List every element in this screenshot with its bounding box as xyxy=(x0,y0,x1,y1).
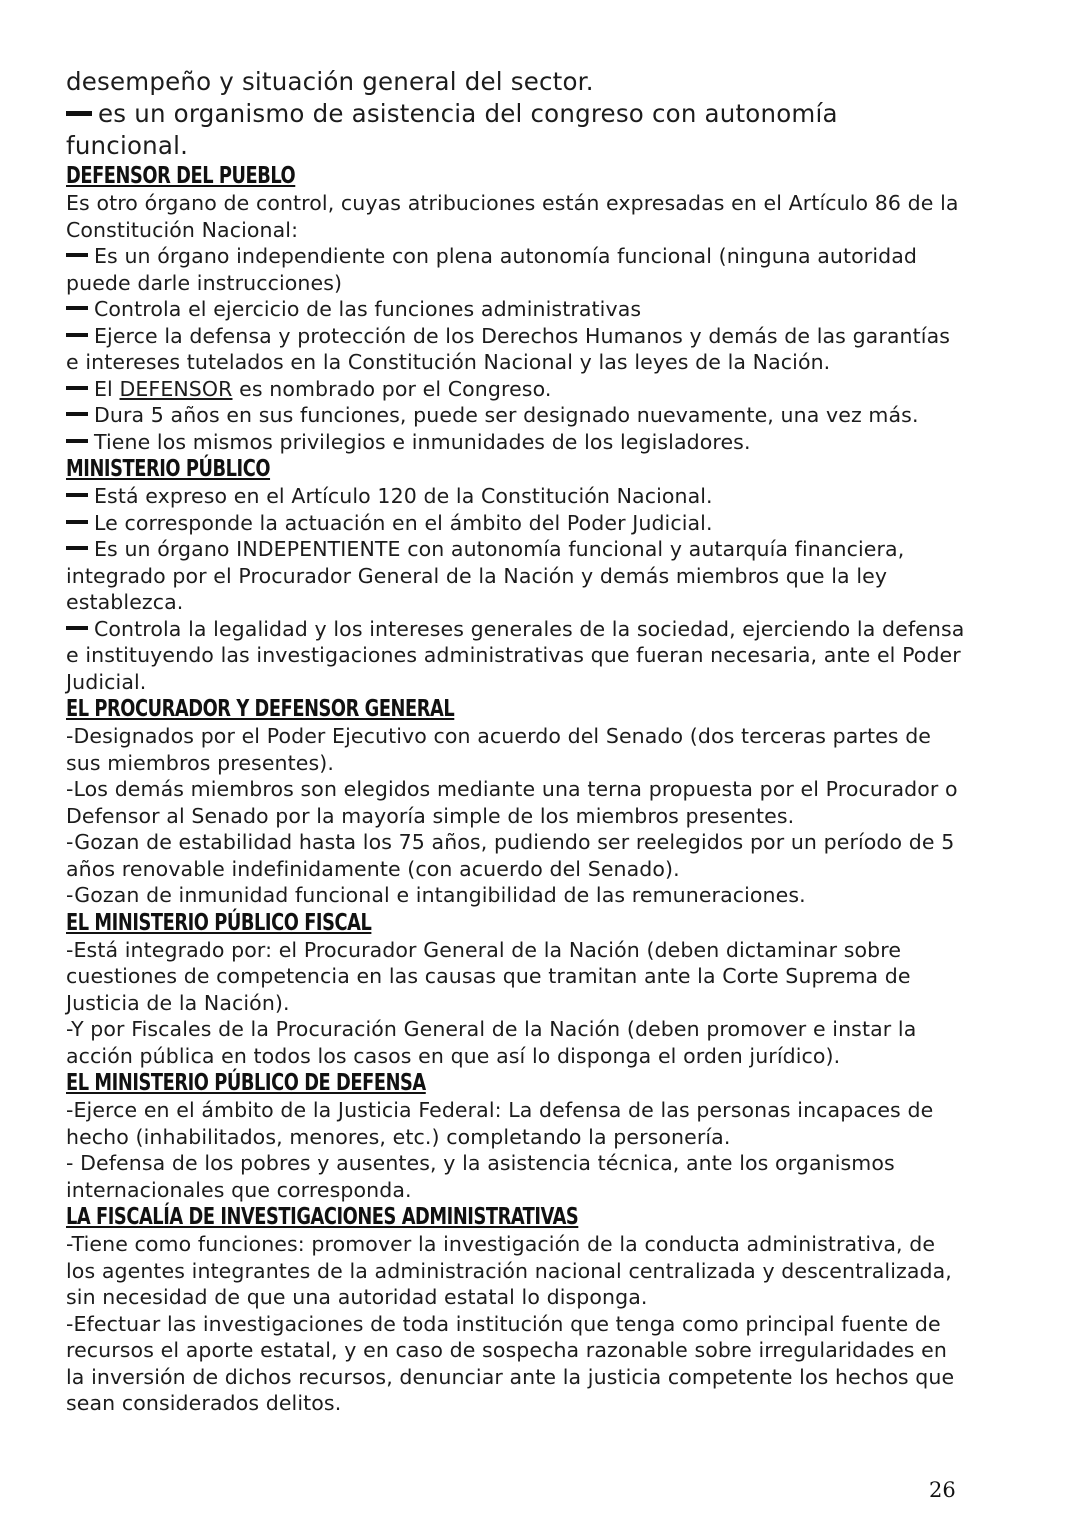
fiscal-item: -Está integrado por: el Procurador General de la Nación (deben dictaminar sobre cuestiones de competencia en las causas que tramitan ante la Corte Suprema de Justicia de la Nación). xyxy=(66,937,911,1015)
defensor-bullet xyxy=(66,243,966,296)
fiscal-item: -Y por Fiscales de la Procuración General de la Nación (deben promover e instar la acción pública en todos los casos en que así lo disponga el orden jurídico). xyxy=(66,1017,917,1068)
defensor-bullet-suffix: es nombrado por el Congreso. xyxy=(239,376,552,401)
procurador-item: -Gozan de estabilidad hasta los 75 años, pudiendo ser reelegidos por un período de 5 años renovable indefinidamente (con acuerdo del Senado). xyxy=(66,830,955,881)
defensor-bullet xyxy=(66,402,966,429)
defensor-bullet-text: Controla el ejercicio de las funciones administrativas xyxy=(94,297,642,321)
defensor-bullet xyxy=(66,323,966,376)
defensa-item: - Defensa de los pobres y ausentes, y la asistencia técnica, ante los organismos internacionales que corresponda. xyxy=(66,1151,895,1202)
fiscalia-item: -Efectuar las investigaciones de toda institución que tenga como principal fuente de recursos el aporte estatal, y en caso de sospecha razonable sobre irregularidades en la inversión de dichos recursos, denunciar ante la justicia competente los hechos que sean considerados delitos. xyxy=(66,1311,955,1415)
defensor-underlined-word: DEFENSOR xyxy=(119,376,233,401)
ministerio-bullet xyxy=(66,510,966,537)
ministerio-heading: MINISTERIO PÚBLICO xyxy=(66,456,271,482)
defensor-bullet-prefix: El xyxy=(94,376,113,401)
fiscalia-heading: LA FISCALÍA DE INVESTIGACIONES ADMINISTRATIVAS xyxy=(66,1204,579,1230)
ministerio-bullet-text: Le corresponde la actuación en el ámbito del Poder Judicial. xyxy=(94,510,713,535)
defensor-bullet xyxy=(66,376,966,403)
procurador-heading: EL PROCURADOR Y DEFENSOR GENERAL xyxy=(66,696,455,722)
defensor-section xyxy=(66,162,966,455)
dash-bullet-icon xyxy=(66,111,92,116)
ministerio-bullet xyxy=(66,536,966,616)
defensa-section xyxy=(66,1069,966,1203)
defensor-bullet xyxy=(66,296,966,323)
dash-bullet-icon xyxy=(66,439,88,443)
intro-line-2-text: es un organismo de asistencia del congreso con autonomía xyxy=(98,99,838,128)
dash-bullet-icon xyxy=(66,520,88,524)
intro-section xyxy=(66,66,966,162)
ministerio-section xyxy=(66,455,966,695)
intro-line-2 xyxy=(66,98,966,130)
dash-bullet-icon xyxy=(66,546,88,550)
defensa-heading: EL MINISTERIO PÚBLICO DE DEFENSA xyxy=(66,1070,426,1096)
ministerio-bullet-text: Está expreso en el Artículo 120 de la Constitución Nacional. xyxy=(94,484,713,508)
fiscalia-section xyxy=(66,1203,966,1417)
dash-bullet-icon xyxy=(66,493,88,497)
procurador-item: -Los demás miembros son elegidos mediante una terna propuesta por el Procurador o Defensor al Senado por la mayoría simple de los miembros presentes. xyxy=(66,777,958,828)
defensor-bullet xyxy=(66,429,966,456)
ministerio-bullet xyxy=(66,616,966,696)
ministerio-bullet-text: Controla la legalidad y los intereses generales de la sociedad, ejerciendo la defensa e instituyendo las investigaciones administrativas que fueran necesaria, ante el Poder Judicial. xyxy=(66,616,965,694)
procurador-item: -Gozan de inmunidad funcional e intangibilidad de las remuneraciones. xyxy=(66,883,806,907)
dash-bullet-icon xyxy=(66,333,88,337)
dash-bullet-icon xyxy=(66,412,88,416)
procurador-section xyxy=(66,695,966,909)
fiscal-heading: EL MINISTERIO PÚBLICO FISCAL xyxy=(66,909,372,936)
procurador-item: -Designados por el Poder Ejecutivo con acuerdo del Senado (dos terceras partes de sus miembros presentes). xyxy=(66,724,932,775)
dash-bullet-icon xyxy=(66,306,88,310)
defensor-bullet-text: Ejerce la defensa y protección de los Derechos Humanos y demás de las garantías e intereses tutelados en la Constitución Nacional y las leyes de la Nación. xyxy=(66,323,951,374)
defensor-bullet-text: Tiene los mismos privilegios e inmunidades de los legisladores. xyxy=(94,429,751,454)
defensor-heading: DEFENSOR DEL PUEBLO xyxy=(66,163,296,189)
ministerio-bullet xyxy=(66,483,966,510)
intro-line-3: funcional. xyxy=(66,131,189,160)
fiscalia-item: -Tiene como funciones: promover la investigación de la conducta administrativa, de los agentes integrantes de la administración nacional centralizada y descentralizada, sin necesidad de que una autoridad estatal lo disponga. xyxy=(66,1232,952,1309)
dash-bullet-icon xyxy=(66,626,88,630)
page-number: 26 xyxy=(929,1478,956,1502)
defensa-item: -Ejerce en el ámbito de la Justicia Federal: La defensa de las personas incapaces de hecho (inhabilitados, menores, etc.) completando la personería. xyxy=(66,1098,934,1149)
dash-bullet-icon xyxy=(66,386,88,390)
ministerio-bullet-text: Es un órgano INDEPENTIENTE con autonomía funcional y autarquía financiera, integrado por el Procurador General de la Nación y demás miembros que la ley establezca. xyxy=(66,537,905,614)
defensor-intro: Es otro órgano de control, cuyas atribuciones están expresadas en el Artículo 86 de la Constitución Nacional: xyxy=(66,191,959,242)
document-page xyxy=(66,66,966,1417)
dash-bullet-icon xyxy=(66,253,88,257)
fiscal-section xyxy=(66,909,966,1070)
defensor-bullet-text: Es un órgano independiente con plena autonomía funcional (ninguna autoridad puede darle instrucciones) xyxy=(66,244,918,295)
defensor-bullet-text: Dura 5 años en sus funciones, puede ser designado nuevamente, una vez más. xyxy=(94,403,919,427)
intro-line-1: desempeño y situación general del sector. xyxy=(66,67,594,96)
